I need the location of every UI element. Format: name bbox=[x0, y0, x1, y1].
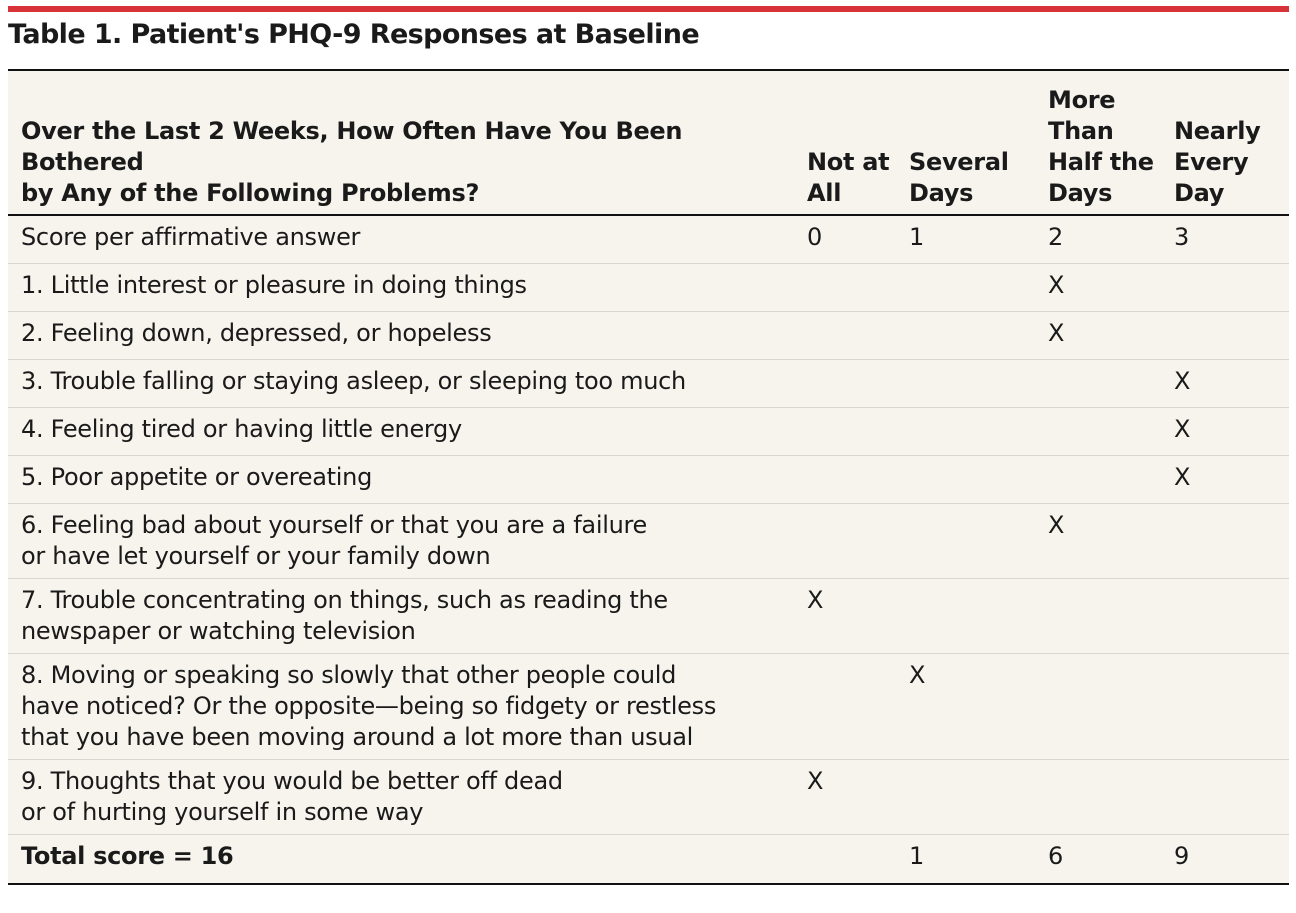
response-cell-c2: 1 bbox=[896, 215, 1035, 264]
item-question: 4. Feeling tired or having little energy bbox=[8, 408, 794, 456]
response-cell-c4 bbox=[1161, 312, 1289, 360]
response-cell-c1: X bbox=[794, 760, 896, 835]
response-cell-c4 bbox=[1161, 504, 1289, 579]
total-cell-c2: 1 bbox=[909, 842, 924, 870]
table-title: Table 1. Patient's PHQ-9 Responses at Baseline bbox=[8, 19, 700, 50]
header-row bbox=[8, 71, 1289, 215]
total-score-label: Total score = 16 bbox=[21, 842, 234, 870]
response-cell-c1 bbox=[794, 456, 896, 504]
response-cell-c1: 0 bbox=[794, 215, 896, 264]
header-question: Over the Last 2 Weeks, How Often Have You Been Bothered by Any of the Following Problems? bbox=[8, 71, 794, 215]
item-question: 1. Little interest or pleasure in doing things bbox=[8, 264, 794, 312]
response-cell-c2 bbox=[896, 264, 1035, 312]
response-cell-c1 bbox=[794, 360, 896, 408]
item-question: 3. Trouble falling or staying asleep, or sleeping too much bbox=[8, 360, 794, 408]
total-cell-c1 bbox=[794, 835, 896, 884]
score-label: Score per affirmative answer bbox=[8, 215, 794, 264]
response-cell-c4 bbox=[1161, 760, 1289, 835]
response-cell-c2 bbox=[896, 360, 1035, 408]
response-cell-c3 bbox=[1035, 408, 1161, 456]
response-cell-c3 bbox=[1035, 760, 1161, 835]
item-question: 6. Feeling bad about yourself or that you are a failure or have let yourself or your family down bbox=[8, 504, 794, 579]
response-cell-c3: 2 bbox=[1035, 215, 1161, 264]
item-row bbox=[8, 360, 1289, 408]
item-row bbox=[8, 408, 1289, 456]
header-several-days: Several Days bbox=[896, 71, 1035, 215]
response-cell-c2 bbox=[896, 456, 1035, 504]
response-cell-c4: X bbox=[1161, 408, 1289, 456]
response-cell-c4: X bbox=[1161, 360, 1289, 408]
response-cell-c4 bbox=[1161, 264, 1289, 312]
response-cell-c2: X bbox=[896, 654, 1035, 760]
item-row bbox=[8, 456, 1289, 504]
item-row bbox=[8, 654, 1289, 760]
response-cell-c1 bbox=[794, 504, 896, 579]
response-cell-c2 bbox=[896, 408, 1035, 456]
response-cell-c1 bbox=[794, 654, 896, 760]
item-row bbox=[8, 312, 1289, 360]
title-accent-rule bbox=[8, 6, 1289, 12]
header-not-at-all: Not at All bbox=[794, 71, 896, 215]
response-cell-c4: X bbox=[1161, 456, 1289, 504]
total-row bbox=[8, 835, 1289, 884]
table-body bbox=[8, 215, 1289, 883]
score-row bbox=[8, 215, 1289, 264]
phq9-table-container bbox=[8, 69, 1289, 885]
item-row bbox=[8, 760, 1289, 835]
item-row bbox=[8, 579, 1289, 654]
item-question: 8. Moving or speaking so slowly that other people could have noticed? Or the opposite—being so fidgety or restless that you have been moving around a lot more than usual bbox=[8, 654, 794, 760]
item-question: 2. Feeling down, depressed, or hopeless bbox=[8, 312, 794, 360]
total-cell-c3: 6 bbox=[1048, 842, 1063, 870]
item-question: 7. Trouble concentrating on things, such as reading the newspaper or watching television bbox=[8, 579, 794, 654]
response-cell-c1 bbox=[794, 264, 896, 312]
response-cell-c2 bbox=[896, 760, 1035, 835]
response-cell-c3: X bbox=[1035, 264, 1161, 312]
response-cell-c3: X bbox=[1035, 312, 1161, 360]
response-cell-c4 bbox=[1161, 579, 1289, 654]
phq9-table bbox=[8, 71, 1289, 883]
response-cell-c2 bbox=[896, 312, 1035, 360]
response-cell-c3 bbox=[1035, 360, 1161, 408]
header-more-than-half: More Than Half the Days bbox=[1035, 71, 1161, 215]
response-cell-c2 bbox=[896, 579, 1035, 654]
total-cell-c4: 9 bbox=[1174, 842, 1189, 870]
item-row bbox=[8, 504, 1289, 579]
response-cell-c1 bbox=[794, 408, 896, 456]
response-cell-c4: 3 bbox=[1161, 215, 1289, 264]
item-question: 5. Poor appetite or overeating bbox=[8, 456, 794, 504]
response-cell-c1: X bbox=[794, 579, 896, 654]
response-cell-c3 bbox=[1035, 654, 1161, 760]
response-cell-c4 bbox=[1161, 654, 1289, 760]
response-cell-c3: X bbox=[1035, 504, 1161, 579]
item-question: 9. Thoughts that you would be better off dead or of hurting yourself in some way bbox=[8, 760, 794, 835]
response-cell-c2 bbox=[896, 504, 1035, 579]
item-row bbox=[8, 264, 1289, 312]
response-cell-c3 bbox=[1035, 456, 1161, 504]
header-nearly-every-day: Nearly Every Day bbox=[1161, 71, 1289, 215]
response-cell-c1 bbox=[794, 312, 896, 360]
response-cell-c3 bbox=[1035, 579, 1161, 654]
